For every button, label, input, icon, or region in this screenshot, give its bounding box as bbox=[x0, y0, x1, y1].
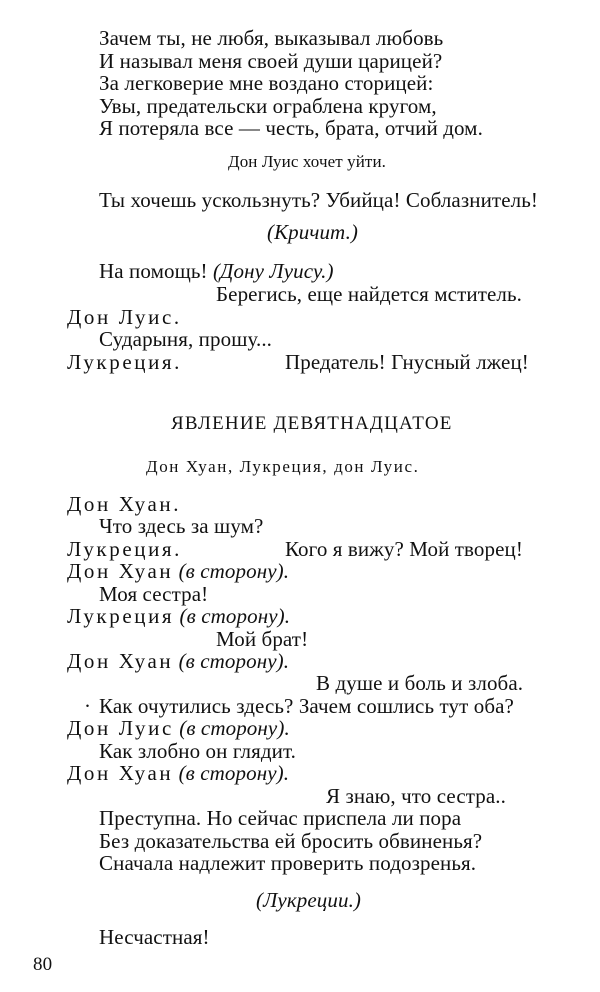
verse-line: Берегись, еще найдется мститель. bbox=[216, 282, 523, 306]
speaker-name: Лукреция. bbox=[67, 537, 183, 561]
verse-line: За легковерие мне воздано сторицей: bbox=[99, 71, 434, 95]
stage-direction: (Лукреции.) bbox=[256, 888, 362, 912]
stage-direction: (Дону Луису.) bbox=[212, 259, 334, 283]
stage-direction: (в сторону). bbox=[178, 559, 290, 583]
verse-line: Как злобно он глядит. bbox=[99, 739, 296, 763]
stage-direction: (в сторону). bbox=[179, 604, 291, 628]
stage-direction: (в сторону). bbox=[178, 761, 290, 785]
verse-line: Несчастная! bbox=[99, 925, 210, 949]
scene-title: ЯВЛЕНИЕ ДЕВЯТНАДЦАТОЕ bbox=[171, 413, 453, 434]
verse-line: Зачем ты, не любя, выказывал любовь bbox=[99, 26, 444, 50]
speaker-name: Дон Хуан bbox=[67, 649, 174, 673]
stage-direction: (в сторону). bbox=[178, 649, 290, 673]
verse-line: Сначала надлежит проверить подозренья. bbox=[99, 851, 477, 875]
speaker-with-aside bbox=[67, 649, 289, 673]
verse-line: Предатель! Гнусный лжец! bbox=[285, 350, 529, 374]
verse-line: Увы, предательски ограблена кругом, bbox=[99, 94, 437, 118]
verse-line: Преступна. Но сейчас приспела ли пора bbox=[99, 806, 462, 830]
speaker-with-aside bbox=[67, 559, 289, 583]
verse-line: Я потеряла все — честь, брата, отчий дом. bbox=[99, 116, 483, 140]
speaker-with-aside bbox=[67, 716, 290, 740]
verse-line bbox=[99, 259, 334, 283]
verse-line: Сударыня, прошу... bbox=[99, 327, 273, 351]
speaker-with-aside bbox=[67, 604, 290, 628]
speaker-with-aside bbox=[67, 761, 289, 785]
stage-direction: (Кричит.) bbox=[267, 220, 359, 244]
page-number: 80 bbox=[33, 954, 53, 975]
speaker-name: Дон Луис. bbox=[67, 305, 182, 329]
speaker-name: Лукреция bbox=[67, 604, 175, 628]
verse-line: Мой брат! bbox=[216, 627, 309, 651]
scene-cast: Дон Хуан, Лукреция, дон Луис. bbox=[146, 457, 420, 476]
speaker-name: Дон Хуан bbox=[67, 761, 174, 785]
verse-line: Ты хочешь ускользнуть? Убийца! Соблазнитель! bbox=[99, 188, 538, 212]
speaker-name: Дон Луис bbox=[67, 716, 174, 740]
bullet-mark: · bbox=[84, 694, 92, 718]
speaker-name: Дон Хуан bbox=[67, 559, 174, 583]
verse-line: В душе и боль и злоба. bbox=[316, 671, 524, 695]
verse-line bbox=[84, 694, 91, 718]
verse-line: Как очутились здесь? Зачем сошлись тут оба? bbox=[99, 694, 514, 718]
stage-direction: Дон Луис хочет уйти. bbox=[228, 152, 387, 171]
line-text: На помощь! bbox=[99, 259, 208, 283]
verse-line: Моя сестра! bbox=[99, 582, 209, 606]
verse-line: Я знаю, что сестра.. bbox=[326, 784, 507, 808]
verse-line: Без доказательства ей бросить обвиненья? bbox=[99, 829, 483, 853]
stage-direction: (в сторону). bbox=[179, 716, 290, 740]
speaker-name: Лукреция. bbox=[67, 350, 183, 374]
verse-line: И называл меня своей души царицей? bbox=[99, 49, 443, 73]
verse-line: Что здесь за шум? bbox=[99, 514, 264, 538]
speaker-name: Дон Хуан. bbox=[67, 492, 182, 516]
verse-line: Кого я вижу? Мой творец! bbox=[285, 537, 523, 561]
